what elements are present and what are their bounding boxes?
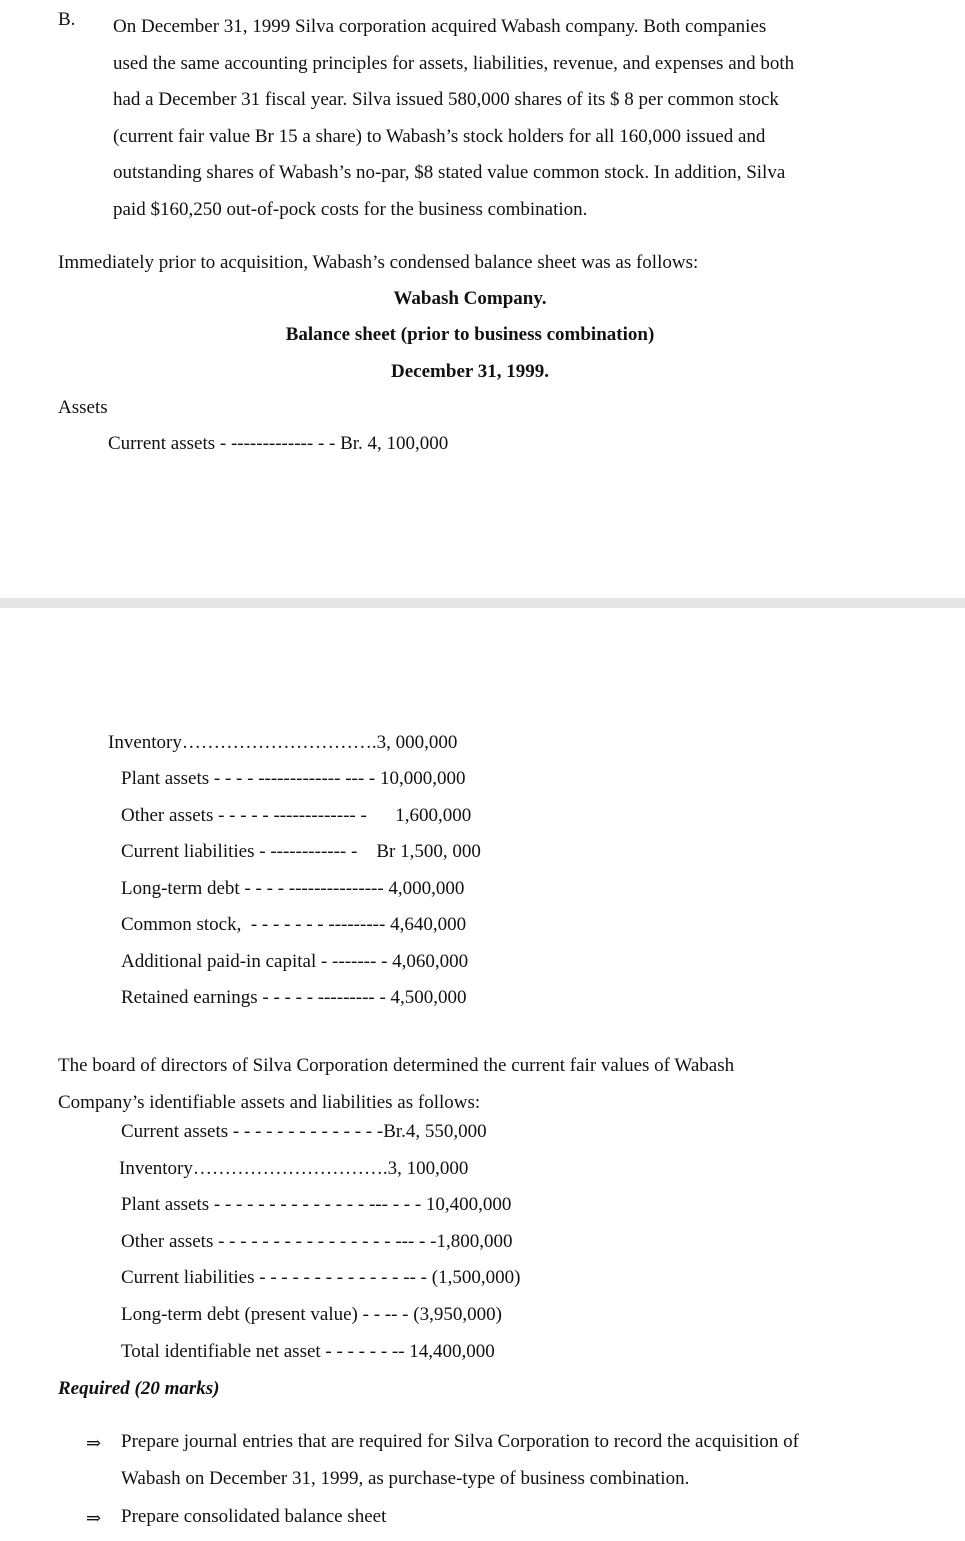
balance-line-retained-earnings: Retained earnings - - - - - --------- - 4,500,000 <box>121 987 467 1008</box>
fv-line-other-assets: Other assets - - - - - - - - - - - - - - - - --- - -1,800,000 <box>121 1231 513 1252</box>
fv-line-long-term-debt: Long-term debt (present value) - - -- - (3,950,000) <box>121 1304 502 1325</box>
balance-line-plant-assets: Plant assets - - - - ------------- --- - 10,000,000 <box>121 768 466 789</box>
fair-value-intro <box>58 1048 883 1121</box>
fv-line-inventory: Inventory………………………….3, 100,000 <box>119 1158 469 1179</box>
current-assets-line: Current assets - ------------- - - Br. 4, 100,000 <box>108 433 449 454</box>
required-heading: Required (20 marks) <box>58 1378 220 1399</box>
statement-line: had a December 31 fiscal year. Silva issued 580,000 shares of its $ 8 per common stock <box>113 89 779 111</box>
fair-value-intro-line: The board of directors of Silva Corporation determined the current fair values of Wabash <box>58 1055 735 1076</box>
fv-line-current-assets: Current assets - - - - - - - - - - - - - -Br.4, 550,000 <box>121 1121 487 1142</box>
statement-line: paid $160,250 out-of-pock costs for the business combination. <box>113 198 588 220</box>
balance-line-apic: Additional paid-in capital - ------- - 4,060,000 <box>121 951 469 972</box>
problem-statement <box>113 9 883 229</box>
balance-line-common-stock: Common stock, - - - - - - - --------- 4,640,000 <box>121 914 467 935</box>
balance-sheet-intro: Immediately prior to acquisition, Wabash’s condensed balance sheet was as follows: <box>58 252 699 273</box>
requirement-item: Prepare consolidated balance sheet <box>121 1506 387 1527</box>
statement-line: (current fair value Br 15 a share) to Wabash’s stock holders for all 160,000 issued and <box>113 125 766 147</box>
arrow-icon: ⇒ <box>86 1433 102 1453</box>
statement-line: used the same accounting principles for assets, liabilities, revenue, and expenses and both <box>113 52 795 74</box>
fv-line-current-liabilities: Current liabilities - - - - - - - - - - - - - -- - (1,500,000) <box>121 1267 521 1288</box>
balance-line-inventory: Inventory………………………….3, 000,000 <box>108 732 458 753</box>
statement-line: outstanding shares of Wabash’s no-par, $8 stated value common stock. In addition, Silva <box>113 162 786 184</box>
balance-sheet-title: Balance sheet (prior to business combination) <box>285 324 655 345</box>
fv-line-plant-assets: Plant assets - - - - - - - - - - - - - - --- - - - 10,400,000 <box>121 1194 512 1215</box>
fv-line-total-net-asset: Total identifiable net asset - - - - - - -- 14,400,000 <box>121 1341 495 1362</box>
requirement-item: Prepare journal entries that are required for Silva Corporation to record the acquisition of <box>121 1431 799 1452</box>
balance-line-long-term-debt: Long-term debt - - - - --------------- 4,000,000 <box>121 878 465 899</box>
page-divider <box>0 598 965 608</box>
balance-line-current-liabilities: Current liabilities - ------------ - Br 1,500, 000 <box>121 841 481 862</box>
balance-line-other-assets: Other assets - - - - - ------------- - 1,600,000 <box>121 805 472 826</box>
requirement-item-continued: Wabash on December 31, 1999, as purchase-type of business combination. <box>121 1468 690 1489</box>
statement-line: On December 31, 1999 Silva corporation acquired Wabash company. Both companies <box>113 16 767 37</box>
company-heading: Wabash Company. <box>393 288 547 309</box>
balance-sheet-date: December 31, 1999. <box>391 361 549 382</box>
fair-value-intro-line: Company’s identifiable assets and liabilities as follows: <box>58 1091 481 1113</box>
arrow-icon: ⇒ <box>86 1508 102 1528</box>
section-label: B. <box>58 9 76 30</box>
assets-label: Assets <box>58 397 108 418</box>
